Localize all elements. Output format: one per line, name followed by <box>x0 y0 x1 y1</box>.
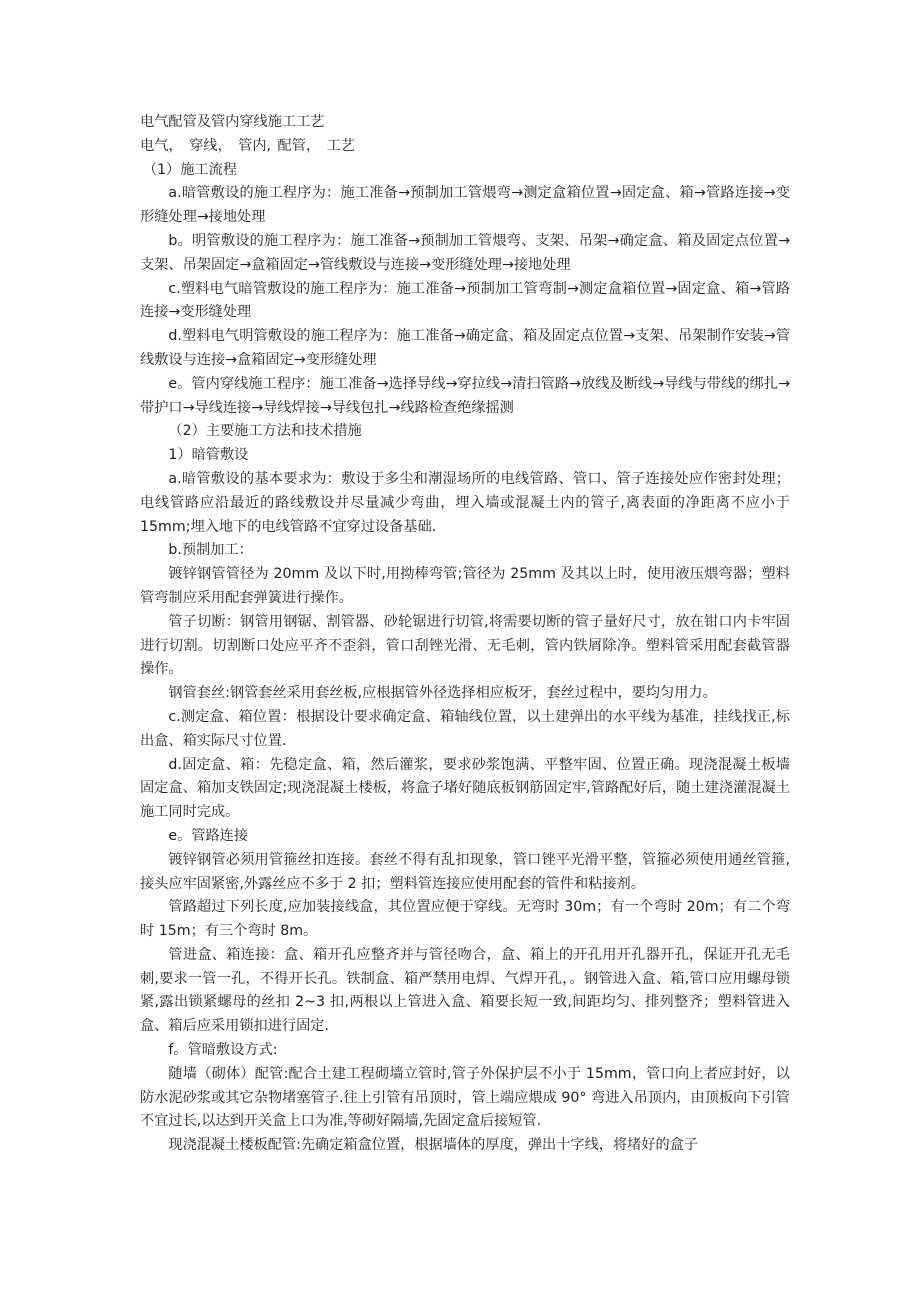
document-keywords: 电气， 穿线， 管内, 配管， 工艺 <box>140 137 355 154</box>
paragraph: d.固定盒、箱：先稳定盒、箱，然后灌浆，要求砂浆饱满、平整牢固、位置正确。现浇混凝土板墙固定盒、箱加支铁固定;现浇混凝土楼板，将盒子堵好随底板钢筋固定牢,管路配好后，随土建浇灌混凝土施工同时完成。 <box>140 756 790 821</box>
paragraph: a.暗管敷设的施工程序为：施工准备→预制加工管煨弯→测定盒箱位置→固定盒、箱→管路连接→变形缝处理→接地处理 <box>140 185 790 226</box>
paragraph: 镀锌钢管管径为 20mm 及以下时,用拗棒弯管;管径为 25mm 及其以上时，使用液压煨弯器；塑料管弯制应采用配套弹簧进行操作。 <box>140 566 790 606</box>
document-title: 电气配管及管内穿线施工工艺 <box>140 114 325 130</box>
paragraph: 随墙（砌体）配管:配合土建工程砌墙立管时,管子外保护层不小于 15mm，管口向上者应封好，以防水泥砂浆或其它杂物堵塞管子.往上引管有吊顶时，管上端应煨成 90° 弯进入吊顶内，由顶板向下引管不宜过长,以达到开关盒上口为准,等砌好隔墙,先固定盒后接短管. <box>140 1065 790 1130</box>
paragraph: f。管暗敷设方式: <box>168 1042 278 1059</box>
paragraph: b.预制加工： <box>168 542 253 559</box>
paragraph: （1）施工流程 <box>142 161 237 178</box>
paragraph: c.测定盒、箱位置：根据设计要求确定盒、箱轴线位置，以土建弹出的水平线为基准，挂线找正,标出盒、箱实际尺寸位置. <box>140 708 790 749</box>
paragraph: a.暗管敷设的基本要求为：敷设于多尘和潮湿场所的电线管路、管口、管子连接处应作密封处理；电线管路应沿最近的路线敷设并尽量减少弯曲，埋入墙或混凝土内的管子,离表面的净距离不应小于 15mm;埋入地下的电线管路不宜穿过设备基础. <box>140 470 790 535</box>
document-body <box>140 111 790 1158</box>
paragraph: （2）主要施工方法和技术措施 <box>168 423 362 440</box>
paragraph: 镀锌钢管必须用管箍丝扣连接。套丝不得有乱扣现象，管口锉平光滑平整，管箍必须使用通丝管箍,接头应牢固紧密,外露丝应不多于 2 扣；塑料管连接应使用配套的管件和粘接剂。 <box>140 851 790 892</box>
paragraph: e。管内穿线施工程序：施工准备→选择导线→穿拉线→清扫管路→放线及断线→导线与带线的绑扎→带护口→导线连接→导线焊接→导线包扎→线路检查绝缘摇测 <box>140 375 790 416</box>
paragraph-list <box>140 159 790 1158</box>
paragraph: 管进盒、箱连接：盒、箱开孔应整齐并与管径吻合，盒、箱上的开孔用开孔器开孔，保证开孔无毛刺,要求一管一孔，不得开长孔。铁制盒、箱严禁用电焊、气焊开孔，。钢管进入盒、箱,管口应用螺母锁紧,露出锁紧螺母的丝扣 2~3 扣,两根以上管进入盒、箱要长短一致,间距均匀、排列整齐；塑料管进入盒、箱后应采用锁扣进行固定. <box>140 946 790 1035</box>
paragraph: c.塑料电气暗管敷设的施工程序为：施工准备→预制加工管弯制→测定盒箱位置→固定盒、箱→管路连接→变形缝处理 <box>140 280 790 321</box>
paragraph: b。明管敷设的施工程序为：施工准备→预制加工管煨弯、支架、吊架→确定盒、箱及固定点位置→支架、吊架固定→盒箱固定→管线敷设与连接→变形缝处理→接地处理 <box>140 232 790 273</box>
paragraph: 现浇混凝土楼板配管:先确定箱盒位置，根据墙体的厚度，弹出十字线，将堵好的盒子 <box>168 1137 699 1154</box>
paragraph: 1）暗管敷设 <box>168 447 249 464</box>
paragraph: 管路超过下列长度,应加装接线盒，其位置应便于穿线。无弯时 30m；有一个弯时 20m；有二个弯时 15m；有三个弯时 8m。 <box>140 899 790 940</box>
paragraph: 管子切断：钢管用钢锯、割管器、砂轮锯进行切管,将需要切断的管子量好尺寸，放在钳口内卡牢固进行切割。切割断口处应平齐不歪斜，管口刮锉光滑、无毛刺，管内铁屑除净。塑料管采用配套截管器操作。 <box>140 613 790 678</box>
paragraph: 钢管套丝:钢管套丝采用套丝板,应根据管外径选择相应板牙，套丝过程中，要均匀用力。 <box>168 685 717 702</box>
paragraph: e。管路连接 <box>168 827 249 844</box>
paragraph: d.塑料电气明管敷设的施工程序为：施工准备→确定盒、箱及固定点位置→支架、吊架制作安装→管线敷设与连接→盒箱固定→变形缝处理 <box>140 328 790 368</box>
